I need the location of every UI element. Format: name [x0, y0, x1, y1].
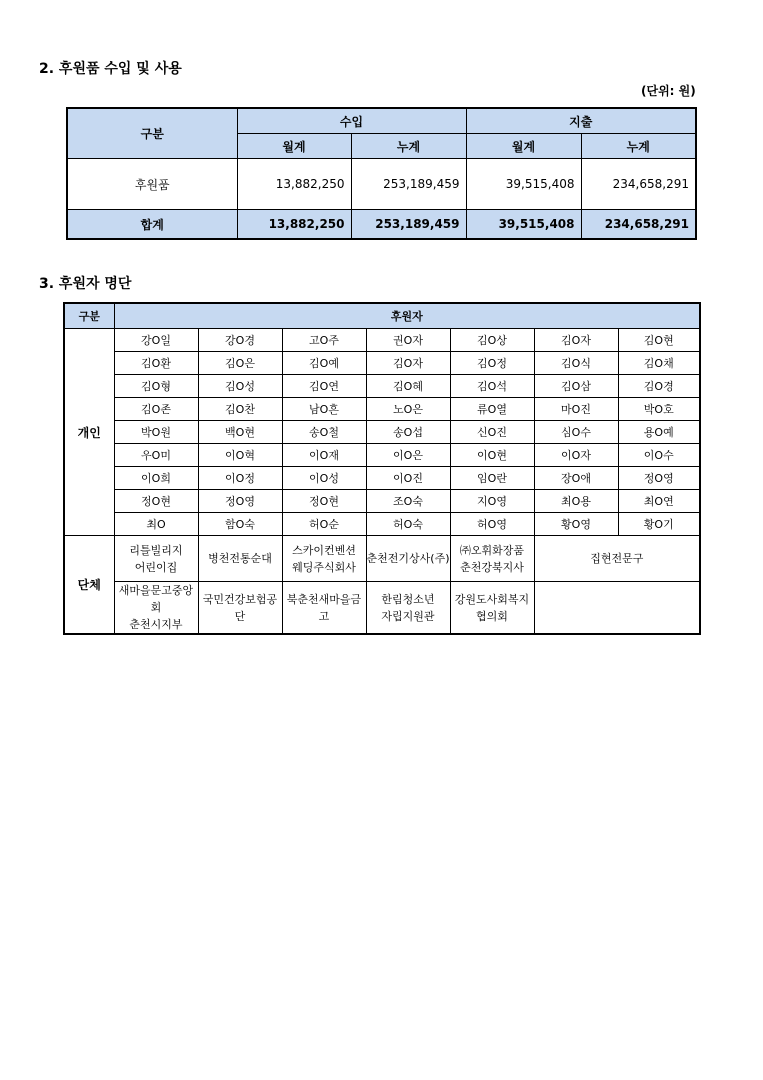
group-label: 단체	[64, 536, 114, 635]
donor-name: 이O성	[282, 467, 366, 490]
donor-name: 정O현	[114, 490, 198, 513]
organization-name	[534, 582, 700, 635]
donor-name: 김O형	[114, 375, 198, 398]
header-income-monthly: 월계	[237, 134, 351, 159]
organization-name: ㈜오휘화장품 춘천강북지사	[450, 536, 534, 582]
donor-name: 허O영	[450, 513, 534, 536]
header-expense-monthly: 월계	[466, 134, 581, 159]
cell-income-total: 253,189,459	[351, 210, 466, 240]
donor-name: 김O성	[198, 375, 282, 398]
donor-name: 김O자	[366, 352, 450, 375]
table-row	[64, 444, 700, 467]
cell-expense-total: 234,658,291	[581, 210, 696, 240]
donor-name: 김O석	[450, 375, 534, 398]
organization-name: 북춘천새마을금고	[282, 582, 366, 635]
donor-name: 이O진	[366, 467, 450, 490]
donor-name: 강O경	[198, 329, 282, 352]
organization-name: 한림청소년 자립지원관	[366, 582, 450, 635]
donor-name: 이O정	[198, 467, 282, 490]
donor-name: 김O찬	[198, 398, 282, 421]
row-label: 후원품	[67, 159, 237, 210]
donor-name: 이O현	[450, 444, 534, 467]
donor-name: 김O삼	[534, 375, 618, 398]
table-row	[64, 398, 700, 421]
donor-name: 박O원	[114, 421, 198, 444]
donor-name: 강O일	[114, 329, 198, 352]
cell-expense-month: 39,515,408	[466, 210, 581, 240]
donor-name: 김O경	[618, 375, 700, 398]
individual-label: 개인	[64, 329, 114, 536]
header-category: 구분	[64, 303, 114, 329]
table-row	[64, 375, 700, 398]
donor-name: 장O애	[534, 467, 618, 490]
donor-list-table	[63, 302, 701, 635]
donor-name: 김O자	[534, 329, 618, 352]
donor-name: 김O존	[114, 398, 198, 421]
donor-name: 허O숙	[366, 513, 450, 536]
donor-name: 김O상	[450, 329, 534, 352]
donor-name: 임O란	[450, 467, 534, 490]
donor-name: 김O환	[114, 352, 198, 375]
donor-name: 정O영	[618, 467, 700, 490]
donor-name: 신O진	[450, 421, 534, 444]
donor-name: 김O은	[198, 352, 282, 375]
donor-name: 최O용	[534, 490, 618, 513]
header-income: 수입	[237, 108, 466, 134]
organization-name: 병천전통순대	[198, 536, 282, 582]
table-row	[64, 421, 700, 444]
donor-name: 정O영	[198, 490, 282, 513]
table-row	[64, 513, 700, 536]
header-donor: 후원자	[114, 303, 700, 329]
donor-name: 김O혜	[366, 375, 450, 398]
table-row	[64, 329, 700, 352]
donor-name: 정O현	[282, 490, 366, 513]
donor-name: 이O수	[618, 444, 700, 467]
donor-name: 김O예	[282, 352, 366, 375]
donor-name: 이O자	[534, 444, 618, 467]
donor-name: 최O	[114, 513, 198, 536]
donor-name: 박O호	[618, 398, 700, 421]
donor-name: 김O정	[450, 352, 534, 375]
cell-income-month: 13,882,250	[237, 159, 351, 210]
organization-name: 리틀빌리지 어린이집	[114, 536, 198, 582]
table-row	[64, 352, 700, 375]
donor-name: 이O은	[366, 444, 450, 467]
unit-label: (단위: 원)	[641, 84, 696, 98]
donor-name: 김O연	[282, 375, 366, 398]
section3-title: 3. 후원자 명단	[39, 276, 132, 292]
donor-name: 함O숙	[198, 513, 282, 536]
cell-expense-month: 39,515,408	[466, 159, 581, 210]
donor-name: 황O기	[618, 513, 700, 536]
donor-name: 지O영	[450, 490, 534, 513]
organization-name: 춘천전기상사(주)	[366, 536, 450, 582]
header-expense: 지출	[466, 108, 696, 134]
donor-name: 백O현	[198, 421, 282, 444]
cell-income-total: 253,189,459	[351, 159, 466, 210]
cell-income-month: 13,882,250	[237, 210, 351, 240]
header-income-cumulative: 누계	[351, 134, 466, 159]
donor-name: 송O섭	[366, 421, 450, 444]
donor-name: 조O숙	[366, 490, 450, 513]
donor-name: 김O식	[534, 352, 618, 375]
table-row	[64, 467, 700, 490]
donor-name: 우O미	[114, 444, 198, 467]
donor-name: 황O영	[534, 513, 618, 536]
donor-name: 이O희	[114, 467, 198, 490]
table-row	[64, 490, 700, 513]
donor-name: 송O철	[282, 421, 366, 444]
donor-name: 남O흔	[282, 398, 366, 421]
donor-name: 김O채	[618, 352, 700, 375]
table-row	[64, 582, 700, 635]
table-row	[67, 159, 696, 210]
donor-name: 이O재	[282, 444, 366, 467]
donor-name: 김O현	[618, 329, 700, 352]
total-row	[67, 210, 696, 240]
donor-name: 노O은	[366, 398, 450, 421]
table-row	[64, 536, 700, 582]
organization-name: 국민건강보험공단	[198, 582, 282, 635]
donor-name: 심O수	[534, 421, 618, 444]
donor-name: 권O자	[366, 329, 450, 352]
donation-income-table	[66, 107, 697, 240]
donor-name: 고O주	[282, 329, 366, 352]
row-label: 합계	[67, 210, 237, 240]
section2-title: 2. 후원품 수입 및 사용	[39, 61, 182, 77]
donor-name: 최O연	[618, 490, 700, 513]
cell-expense-total: 234,658,291	[581, 159, 696, 210]
organization-name: 스카이컨벤션 웨딩주식회사	[282, 536, 366, 582]
organization-name: 새마을문고중앙회 춘천시지부	[114, 582, 198, 635]
header-category: 구분	[67, 108, 237, 159]
donor-name: 이O혁	[198, 444, 282, 467]
donor-name: 마O진	[534, 398, 618, 421]
organization-name: 강원도사회복지 협의회	[450, 582, 534, 635]
donor-name: 류O열	[450, 398, 534, 421]
donor-name: 용O예	[618, 421, 700, 444]
donor-name: 허O순	[282, 513, 366, 536]
header-expense-cumulative: 누계	[581, 134, 696, 159]
organization-name: 집현전문구	[534, 536, 700, 582]
